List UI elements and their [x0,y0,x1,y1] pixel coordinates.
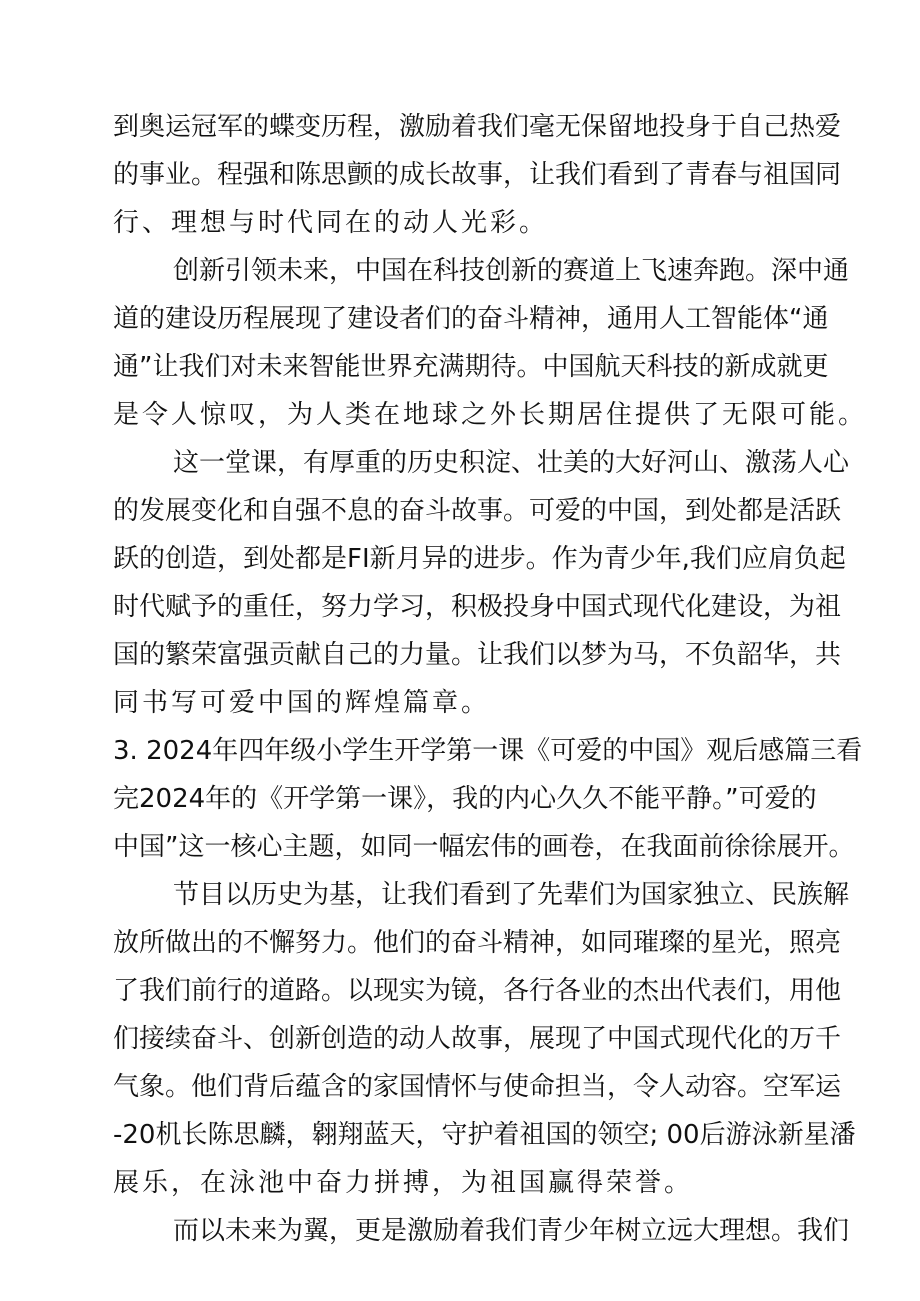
text-line: 到奥运冠军的蝶变历程，激励着我们毫无保留地投身于自己热爱 [113,112,842,142]
text-line: 了我们前行的道路。以现实为镜，各行各业的杰出代表们，用他 [113,976,842,1006]
text-line: 的事业。程强和陈思颤的成长故事，让我们看到了青春与祖国同 [113,160,842,190]
text-line: 国的繁荣富强贡献自己的力量。让我们以梦为马，不负韶华，共 [113,640,842,670]
text-line: 完2024年的《开学第一课》，我的内心久久不能平静。”可爱的 [113,784,817,814]
text-line: 行、理想与时代同在的动人光彩。 [113,208,549,238]
paragraph-first-line: 创新引领未来，中国在科技创新的赛道上飞速奔跑。深中通 [173,256,850,286]
text-line: 跃的创造，到处都是FI新月异的进步。作为青少年,我们应肩负起 [113,544,846,574]
text-line: 通”让我们对未来智能世界充满期待。中国航天科技的新成就更 [113,352,829,382]
paragraph-first-line: 而以未来为翼，更是激励着我们青少年树立远大理想。我们 [173,1216,850,1246]
text-line: 同书写可爱中国的辉煌篇章。 [113,688,491,718]
text-line: 3. 2024年四年级小学生开学第一课《可爱的中国》观后感篇三看 [113,736,863,766]
text-line: -20机长陈思麟，翱翔蓝天，守护着祖国的领空; 00后游泳新星潘 [113,1120,856,1150]
text-line: 们接续奋斗、创新创造的动人故事，展现了中国式现代化的万千 [113,1024,842,1054]
text-line: 放所做出的不懈努力。他们的奋斗精神，如同璀璨的星光，照亮 [113,928,842,958]
text-line: 中国”这一核心主题，如同一幅宏伟的画卷，在我面前徐徐展开。 [113,832,855,862]
text-line: 的发展变化和自强不息的奋斗故事。可爱的中国，到处都是活跃 [113,496,842,526]
text-line: 时代赋予的重任，努力学习，积极投身中国式现代化建设，为祖 [113,592,842,622]
text-line: 道的建设历程展现了建设者们的奋斗精神，通用人工智能体“通 [113,304,829,334]
paragraph-first-line: 节目以历史为基，让我们看到了先辈们为国家独立、民族解 [173,880,850,910]
text-line: 是令人惊叹，为人类在地球之外长期居住提供了无限可能。 [113,400,868,430]
document-page [113,103,868,1255]
paragraph-first-line: 这一堂课，有厚重的历史积淀、壮美的大好河山、激荡人心 [173,448,850,478]
text-line: 展乐，在泳池中奋力拼搏，为祖国赢得荣誉。 [113,1168,694,1198]
text-line: 气象。他们背后蕴含的家国情怀与使命担当，令人动容。空军运 [113,1072,842,1102]
